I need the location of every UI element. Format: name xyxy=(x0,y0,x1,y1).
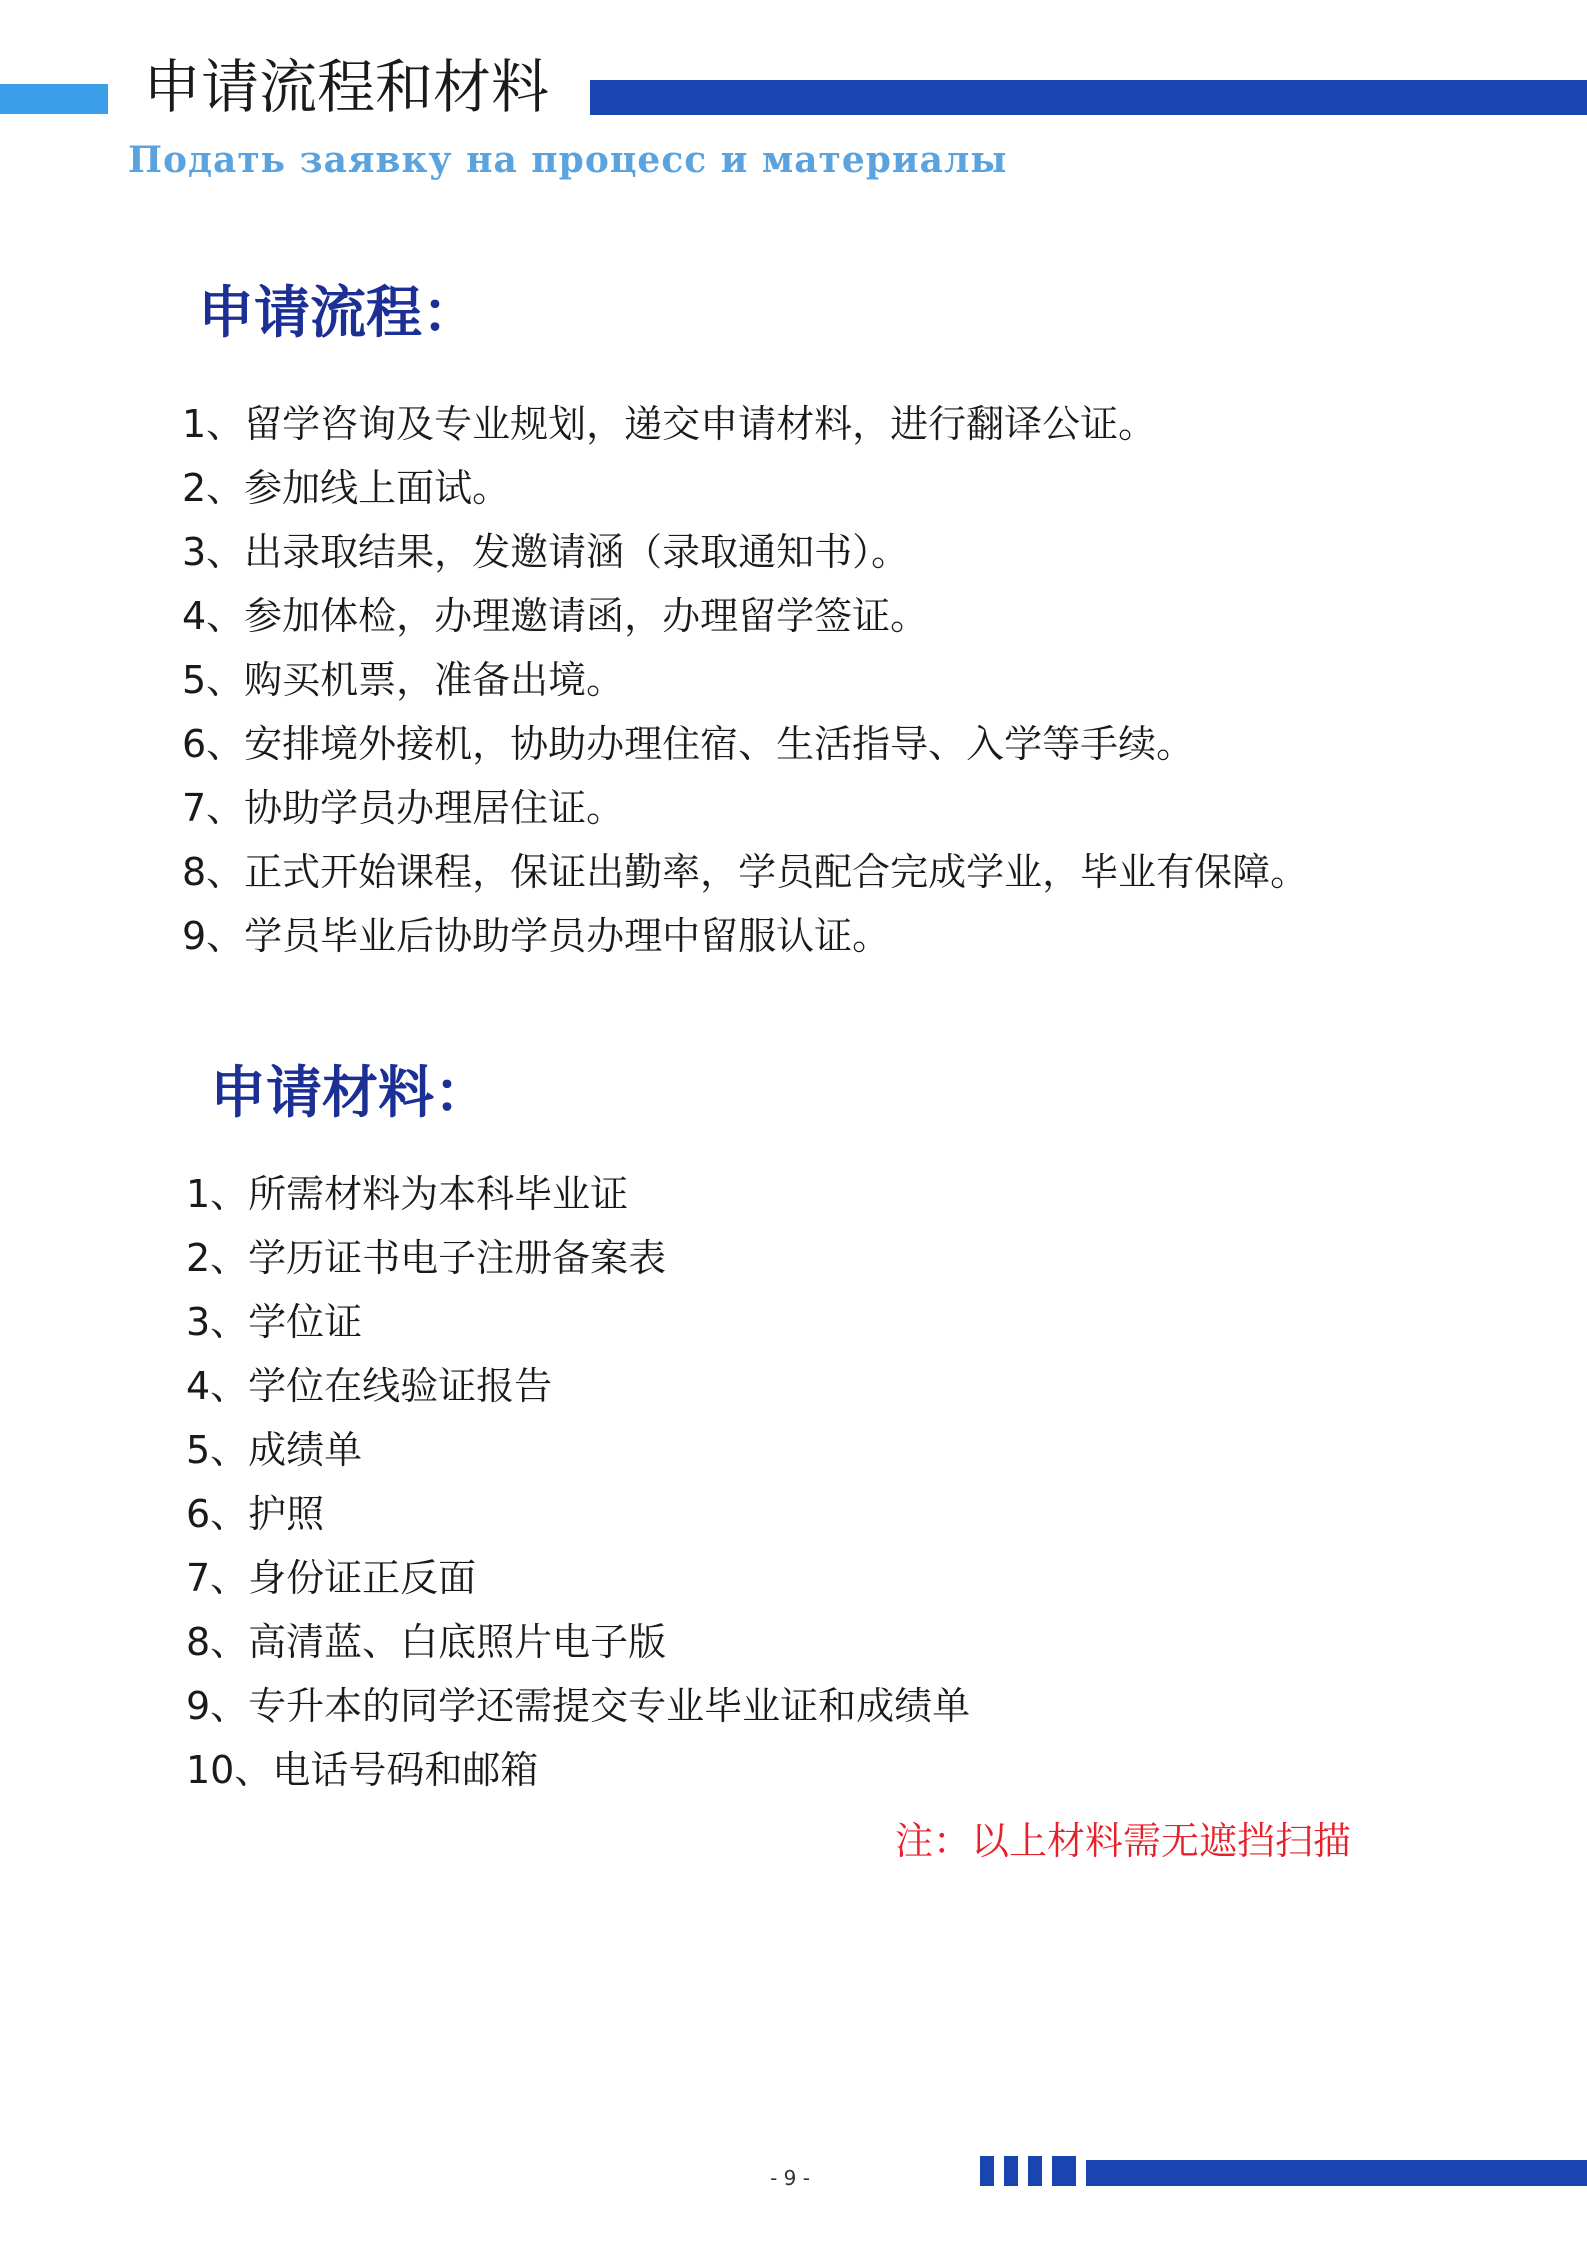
material-item: 5、成绩单 xyxy=(186,1428,363,1472)
material-item: 2、学历证书电子注册备案表 xyxy=(186,1236,667,1280)
material-item: 6、护照 xyxy=(186,1492,325,1536)
header-right-accent-bar xyxy=(590,80,1587,115)
process-item: 2、参加线上面试。 xyxy=(182,466,511,510)
material-item: 9、专升本的同学还需提交专业毕业证和成绩单 xyxy=(186,1684,971,1728)
process-item: 5、购买机票，准备出境。 xyxy=(182,658,625,702)
material-item: 1、所需材料为本科毕业证 xyxy=(186,1172,629,1216)
footer-decor-block xyxy=(1028,2156,1042,2186)
material-item: 4、学位在线验证报告 xyxy=(186,1364,553,1408)
material-item: 7、身份证正反面 xyxy=(186,1556,477,1600)
material-item: 8、高清蓝、白底照片电子版 xyxy=(186,1620,667,1664)
process-item: 8、正式开始课程，保证出勤率，学员配合完成学业，毕业有保障。 xyxy=(182,850,1309,894)
materials-list xyxy=(186,1162,970,1802)
process-heading: 申请流程： xyxy=(198,281,478,346)
process-item: 7、协助学员办理居住证。 xyxy=(182,786,625,830)
process-item: 4、参加体检，办理邀请函，办理留学签证。 xyxy=(182,594,929,638)
process-item: 3、出录取结果，发邀请涵（录取通知书）。 xyxy=(182,530,910,574)
process-item: 6、安排境外接机，协助办理住宿、生活指导、入学等手续。 xyxy=(182,722,1195,766)
process-item: 1、留学咨询及专业规划，递交申请材料，进行翻译公证。 xyxy=(182,402,1157,446)
materials-note: 注：以上材料需无遮挡扫描 xyxy=(895,1819,1352,1863)
materials-heading: 申请材料： xyxy=(210,1061,490,1126)
footer-decor-block xyxy=(1004,2156,1018,2186)
footer-decor-block xyxy=(980,2156,994,2186)
material-item: 10、电话号码和邮箱 xyxy=(186,1748,539,1792)
footer-accent-bar xyxy=(1086,2160,1587,2186)
page-number: - 9 - xyxy=(770,2166,810,2190)
material-item: 3、学位证 xyxy=(186,1300,363,1344)
footer-decor-block xyxy=(1052,2156,1076,2186)
page-subtitle: Подать заявку на процесс и материалы xyxy=(128,139,1008,181)
header-left-accent-bar xyxy=(0,84,108,114)
process-list xyxy=(182,392,1308,968)
page-title: 申请流程和材料 xyxy=(143,53,550,121)
process-item: 9、学员毕业后协助学员办理中留服认证。 xyxy=(182,914,891,958)
